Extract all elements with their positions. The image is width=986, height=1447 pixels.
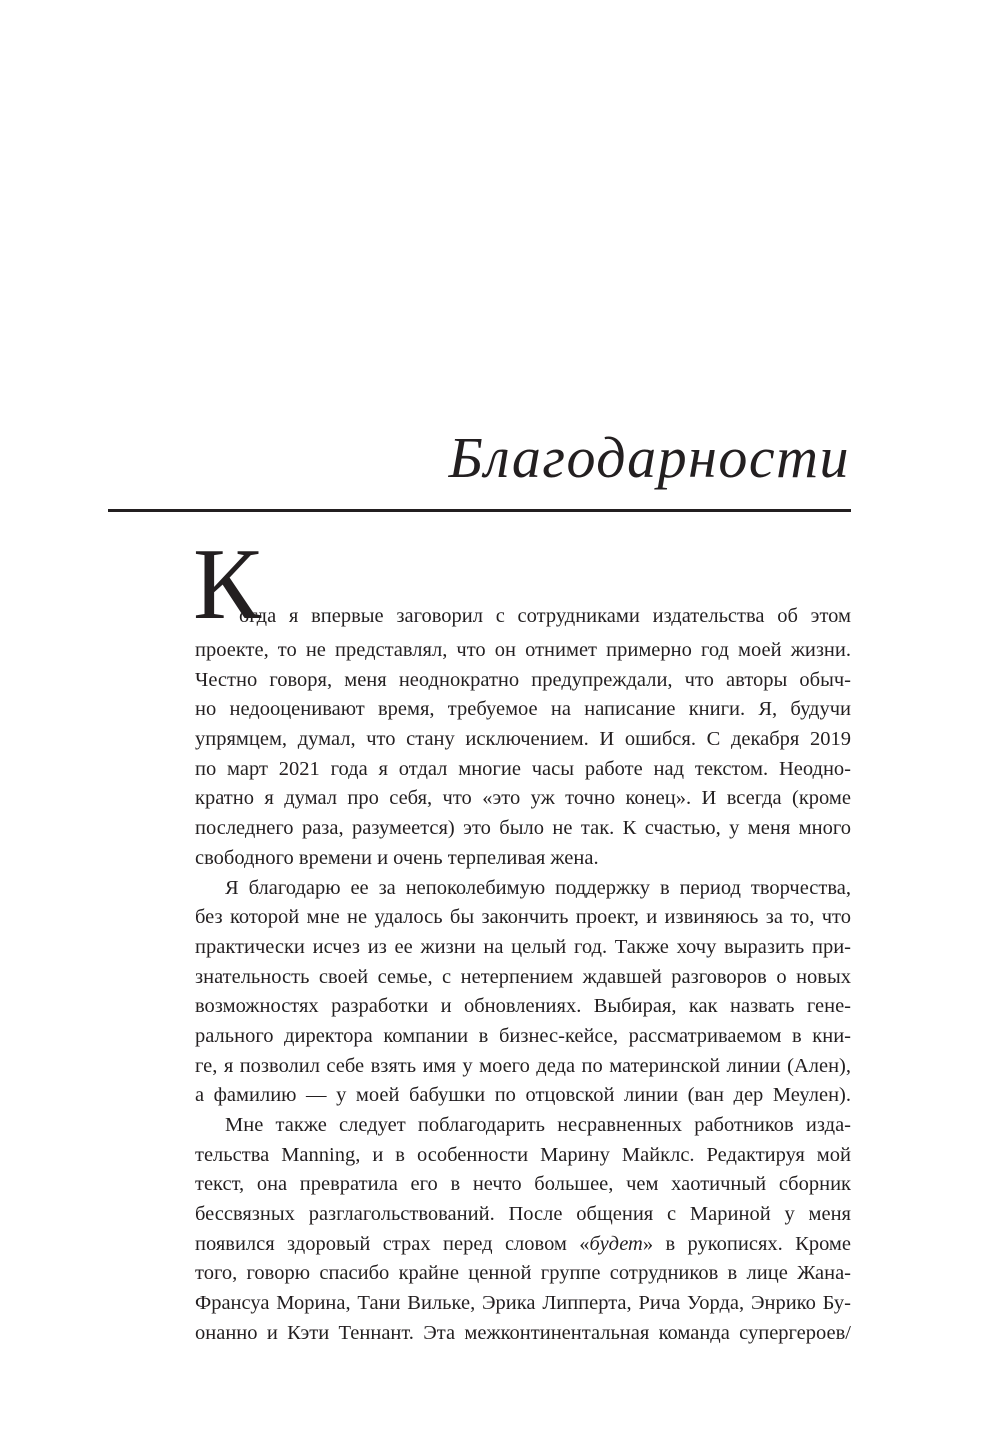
title-rule [108, 509, 851, 512]
text-line: без которой мне не удалось бы закончить проект, и извиняюсь за то, что [195, 906, 851, 929]
text-line: практически исчез из ее жизни на целый год. Также хочу выразить при- [195, 935, 851, 958]
text-line: возможностях разработки и обновлениях. Выбирая, как назвать гене- [195, 995, 851, 1018]
first-line-text: огда я впервые заговорил с сотрудниками издательства об этом [239, 605, 851, 628]
text-line: по март 2021 года я отдал многие часы работе над текстом. Неодно- [195, 757, 851, 780]
body-text [193, 528, 852, 1349]
chapter-title: Благодарности [448, 425, 850, 490]
text-line-with-emphasis [195, 1230, 851, 1260]
text-line: бессвязных разглагольствований. После общения с Мариной у меня [195, 1203, 851, 1226]
first-line [193, 528, 851, 641]
text-line: онанно и Кэти Теннант. Эта межконтинентальная команда супергероев/ [195, 1321, 851, 1344]
text-line: Франсуа Морина, Тани Вильке, Эрика Липперта, Рича Уорда, Энрико Бу- [195, 1292, 851, 1315]
text-line: Я благодарю ее за непоколебимую поддержку в период творчества, [225, 876, 851, 899]
text-line: кратно я думал про себя, что «это уж точно конец». И всегда (кроме [195, 787, 851, 810]
emphasized-word: будет [589, 1232, 643, 1255]
text-line: тельства Manning, и в особенности Марину Майклс. Редактируя мой [195, 1143, 851, 1166]
drop-cap: К [193, 528, 262, 641]
text-line: упрямцем, думал, что стану исключением. И ошибся. С декабря 2019 [195, 728, 851, 751]
text-line: свободного времени и очень терпеливая жена. [195, 846, 599, 869]
text-fragment: появился здоровый страх перед словом « [195, 1232, 590, 1255]
text-line: последнего раза, разумеется) это было не так. К счастью, у меня много [195, 817, 851, 840]
text-line: текст, она превратила его в нечто большее, чем хаотичный сборник [195, 1173, 851, 1196]
text-line: ге, я позволил себе взять имя у моего деда по материнской линии (Ален), [195, 1054, 851, 1077]
text-fragment: » в рукописях. Кроме [642, 1232, 852, 1255]
text-line: а фамилию — у моей бабушки по отцовской линии (ван дер Меулен). [195, 1084, 851, 1107]
text-line: знательность своей семье, с нетерпением ждавшей разговоров о новых [195, 965, 851, 988]
text-line: проекте, то не представлял, что он отнимет примерно год моей жизни. [195, 639, 851, 661]
text-line: но недооценивают время, требуемое на написание книги. Я, будучи [195, 698, 851, 721]
text-line: Честно говоря, меня неоднократно предупреждали, что авторы обыч- [195, 668, 851, 691]
text-line: рального директора компании в бизнес-кейсе, рассматриваемом в кни- [195, 1024, 851, 1047]
text-line: Мне также следует поблагодарить несравненных работников изда- [225, 1114, 851, 1136]
text-line: того, говорю спасибо крайне ценной группе сотрудников в лице Жана- [195, 1262, 851, 1285]
